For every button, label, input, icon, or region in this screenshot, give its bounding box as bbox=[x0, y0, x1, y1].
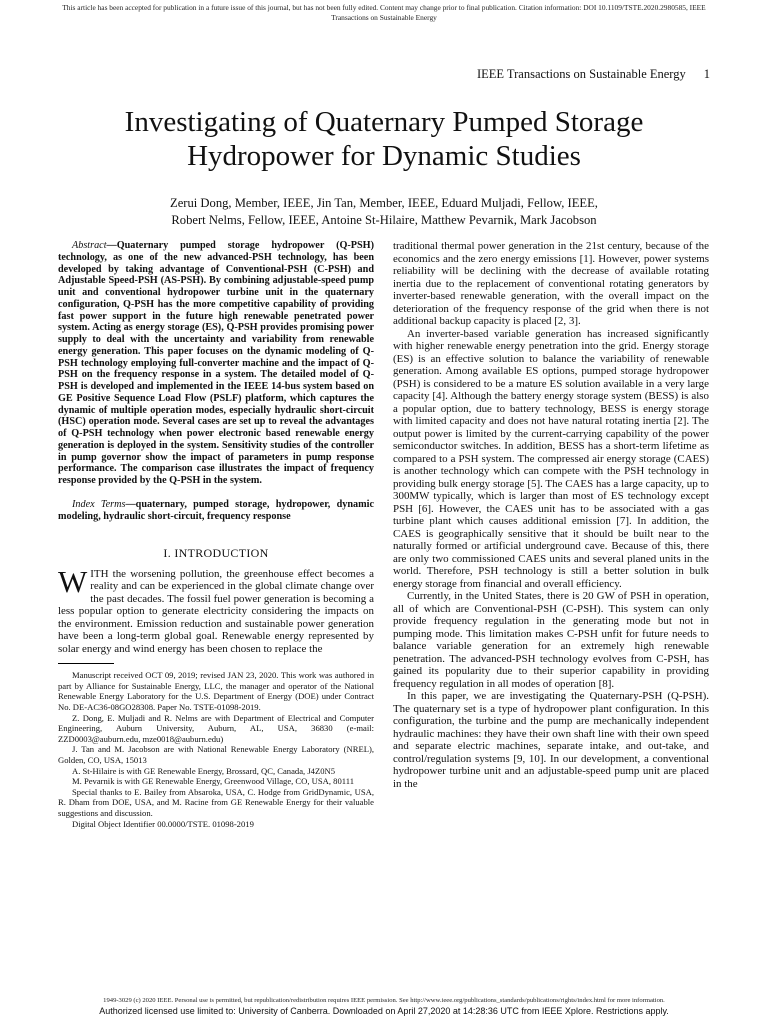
abstract-text: —Quaternary pumped storage hydropower (Q-PSH) technology, as one of the new advanced-PSH technology, has been developed by taking advantage of Conventional-PSH (C-PSH) and Adjustable Speed-PSH (AS-PSH). By combining adjustable-speed pump unit and conventional hydropower turbine unit in the quaternary configuration, Q-PSH has the more competitive capability of providing fast power support in the future high renewable penetrated power system. Acting as energy storage (ES), Q-PSH provides promising power supply to deal with the uncertainty and variability from renewable energy generation. This paper focuses on the dynamic modeling of Q-PSH technology employing full-converter machine and the impact of Q-PSH on the frequency response in a system. The detailed model of Q-PSH is developed and implemented in the IEEE 14-bus system based on GE Positive Sequence Load Flow (PSLF) platform, which captures the dynamic of multiple operation modes, especially hydraulic short-circuit (HSC) operation mode. Several cases are set up to reveal the advantages of Q-PSH technology when power electronic based renewable energy generation is deployed in the system. Sensitivity studies of the controller in pump governor show the impact of parameters in pump response performance. The comparison case illustrates the impact of frequency response provided by the Q-PSH in the system. bbox=[58, 240, 374, 486]
footnote-affiliation-ge-colorado: M. Pevarnik is with GE Renewable Energy, Greenwood Village, CO, USA, 80111 bbox=[72, 776, 354, 787]
journal-name: IEEE Transactions on Sustainable Energy bbox=[476, 67, 686, 81]
copyright-notice: 1949-3029 (c) 2020 IEEE. Personal use is permitted, but republication/redistribution requires IEEE permission. See http://www.ieee.org/publications_standards/publications/rights/index.html for more information. bbox=[103, 997, 665, 1004]
index-terms-label: Index Terms bbox=[72, 498, 126, 510]
index-terms-text: —quaternary, pumped storage, hydropower, dynamic modeling, hydraulic short-circuit, frequency response bbox=[58, 498, 374, 522]
intro-paragraph-2: An inverter-based variable generation has increased significantly with higher renewable energy penetration into the grid. Energy storage (ES) is an effective solution to balance the variability of renewable generation. Among available ES options, pumped storage hydropower (PSH) is considered to be a mature ES solution available in a very large capacity [4]. Although the battery energy storage system (BESS) is also a popular option, due to battery technology, BESS is energy storage with limited capacity and does not have natural rotating inertia [2]. The output power is limited by the current-carrying capability of the power semiconductor switches. In addition, BESS has a short-term lifetime as compared to a PSH system. The compressed air energy storage (CAES) is another technology which can compete with the PSH technology in providing bulk energy storage [5]. The CAES has a large capacity, up to 300MW typically, which is larger than most of ES technology except PSH [6]. However, the CAES unit has to be associated with a gas turbine plant which causes additional emission [7]. In addition, the CAES is geographically sensitive that it should be built near to the naturally formed or artificial underground cave. Because of this, there are only two commissioned CAES units and several planed units in the world. Therefore, PSH technology is still a better solution in bulk energy storage from financial and overall efficiency. bbox=[393, 327, 709, 590]
intro-paragraph-1-text: ITH the worsening pollution, the greenhouse effect becomes a reality and can be experienced in the global climate change over the past decades. The fossil fuel power generation is becoming a less popular option to generate electricity considering the impacts on the environment. Emission reduction and sustainable power generation have been a long-term global goal. Renewable energy represented by solar energy and wind energy has been chosen to replace the bbox=[58, 567, 374, 655]
authors-line-2: Robert Nelms, Fellow, IEEE, Antoine St-Hilaire, Matthew Pevarnik, Mark Jacobson bbox=[171, 213, 597, 227]
authors-line-1: Zerui Dong, Member, IEEE, Jin Tan, Member, IEEE, Eduard Muljadi, Fellow, IEEE, bbox=[170, 196, 598, 210]
left-column bbox=[58, 240, 374, 829]
footnote-doi: Digital Object Identifier 00.0000/TSTE. 01098-2019 bbox=[72, 818, 254, 829]
right-column bbox=[393, 240, 709, 790]
paper-title bbox=[40, 105, 728, 173]
abstract bbox=[58, 240, 374, 487]
intro-paragraph-4: In this paper, we are investigating the Quaternary-PSH (Q-PSH). The quaternary set is a type of hydropower plant configuration. In this configuration, the turbine and the pump are mechanically independent hydraulic machines: they have their own shaft line with their own speed and separate electric machines, separate intake, and out-take, and control/regulation systems [9, 10]. In our development, a conventional hydropower turbine unit and an adjustable-speed pump unit are placed in the bbox=[393, 690, 709, 790]
index-terms bbox=[58, 499, 374, 523]
drop-cap: W bbox=[58, 563, 88, 599]
license-notice: Authorized licensed use limited to: University of Canberra. Downloaded on April 27,2020 at 14:28:36 UTC from IEEE Xplore. Restrictions apply. bbox=[99, 1006, 669, 1016]
footnote-affiliation-auburn: Z. Dong, E. Muljadi and R. Nelms are with Department of Electrical and Computer Engineering, Auburn University, Auburn, AL, USA, 36830 (e-mail: ZZD0003@auburn.edu, mze0018@auburn.edu) bbox=[58, 712, 374, 744]
banner-line-2: Transactions on Sustainable Energy bbox=[331, 13, 437, 22]
footnote-affiliation-ge-quebec: A. St-Hilaire is with GE Renewable Energy, Brossard, QC, Canada, J4Z0N5 bbox=[72, 765, 336, 776]
footnote-divider bbox=[58, 663, 114, 664]
banner-line-1: This article has been accepted for publication in a future issue of this journal, but has not been fully edited. Content may change prior to final publication. Citation information: DOI 10.1109/TSTE.2020.2980585, IEEE bbox=[62, 3, 706, 12]
title-line-1: Investigating of Quaternary Pumped Storage bbox=[124, 106, 644, 138]
footnotes bbox=[58, 670, 374, 829]
intro-paragraph-1-continued: traditional thermal power generation in the 21st century, because of the economics and the zero energy emissions [1]. However, power systems reliability will be declining with the decrease of available rotating inertia due to the replacement of conventional rotating generators by inverter-based renewable generation, with the overall impact on the deterioration of the frequency response of the grid when there is not additional backup capacity is placed [2, 3]. bbox=[393, 240, 709, 327]
intro-paragraph-1 bbox=[58, 563, 374, 656]
intro-paragraph-3: Currently, in the United States, there is 20 GW of PSH in operation, all of which are Conventional-PSH (C-PSH). This system can only provide frequency regulation in the generating mode but not in pumping mode. This limitation makes C-PSH unfit for future needs to balance variable generation for an extremely high renewable penetration. The advanced-PSH technology evolves from C-PSH, has gained its popularity due to their superior capability in providing frequency regulation in all modes of operation [8]. bbox=[393, 590, 709, 690]
preprint-banner bbox=[0, 3, 768, 23]
title-line-2: Hydropower for Dynamic Studies bbox=[187, 140, 581, 172]
author-list bbox=[40, 195, 728, 229]
footnote-acknowledgement: Special thanks to E. Bailey from Absaroka, USA, C. Hodge from GridDynamic, USA, R. Dham from DOE, USA, and M. Racine from GE Renewable Energy for their valuable suggestions and discussion. bbox=[58, 786, 374, 818]
page-number: 1 bbox=[703, 67, 710, 81]
section-heading-introduction: I. INTRODUCTION bbox=[163, 546, 269, 561]
running-header bbox=[477, 67, 710, 82]
footnote-manuscript: Manuscript received OCT 09, 2019; revised JAN 23, 2020. This work was authored in part by Alliance for Sustainable Energy, LLC, the manager and operator of the National Renewable Energy Laboratory for the U.S. Department of Energy (DOE) under Contract No. DE-AC36-08GO28308. Paper No. TSTE-01098-2019. bbox=[58, 670, 374, 713]
abstract-label: Abstract bbox=[72, 240, 107, 251]
footnote-affiliation-nrel: J. Tan and M. Jacobson are with National Renewable Energy Laboratory (NREL), Golden, CO, USA, 15013 bbox=[58, 744, 374, 765]
